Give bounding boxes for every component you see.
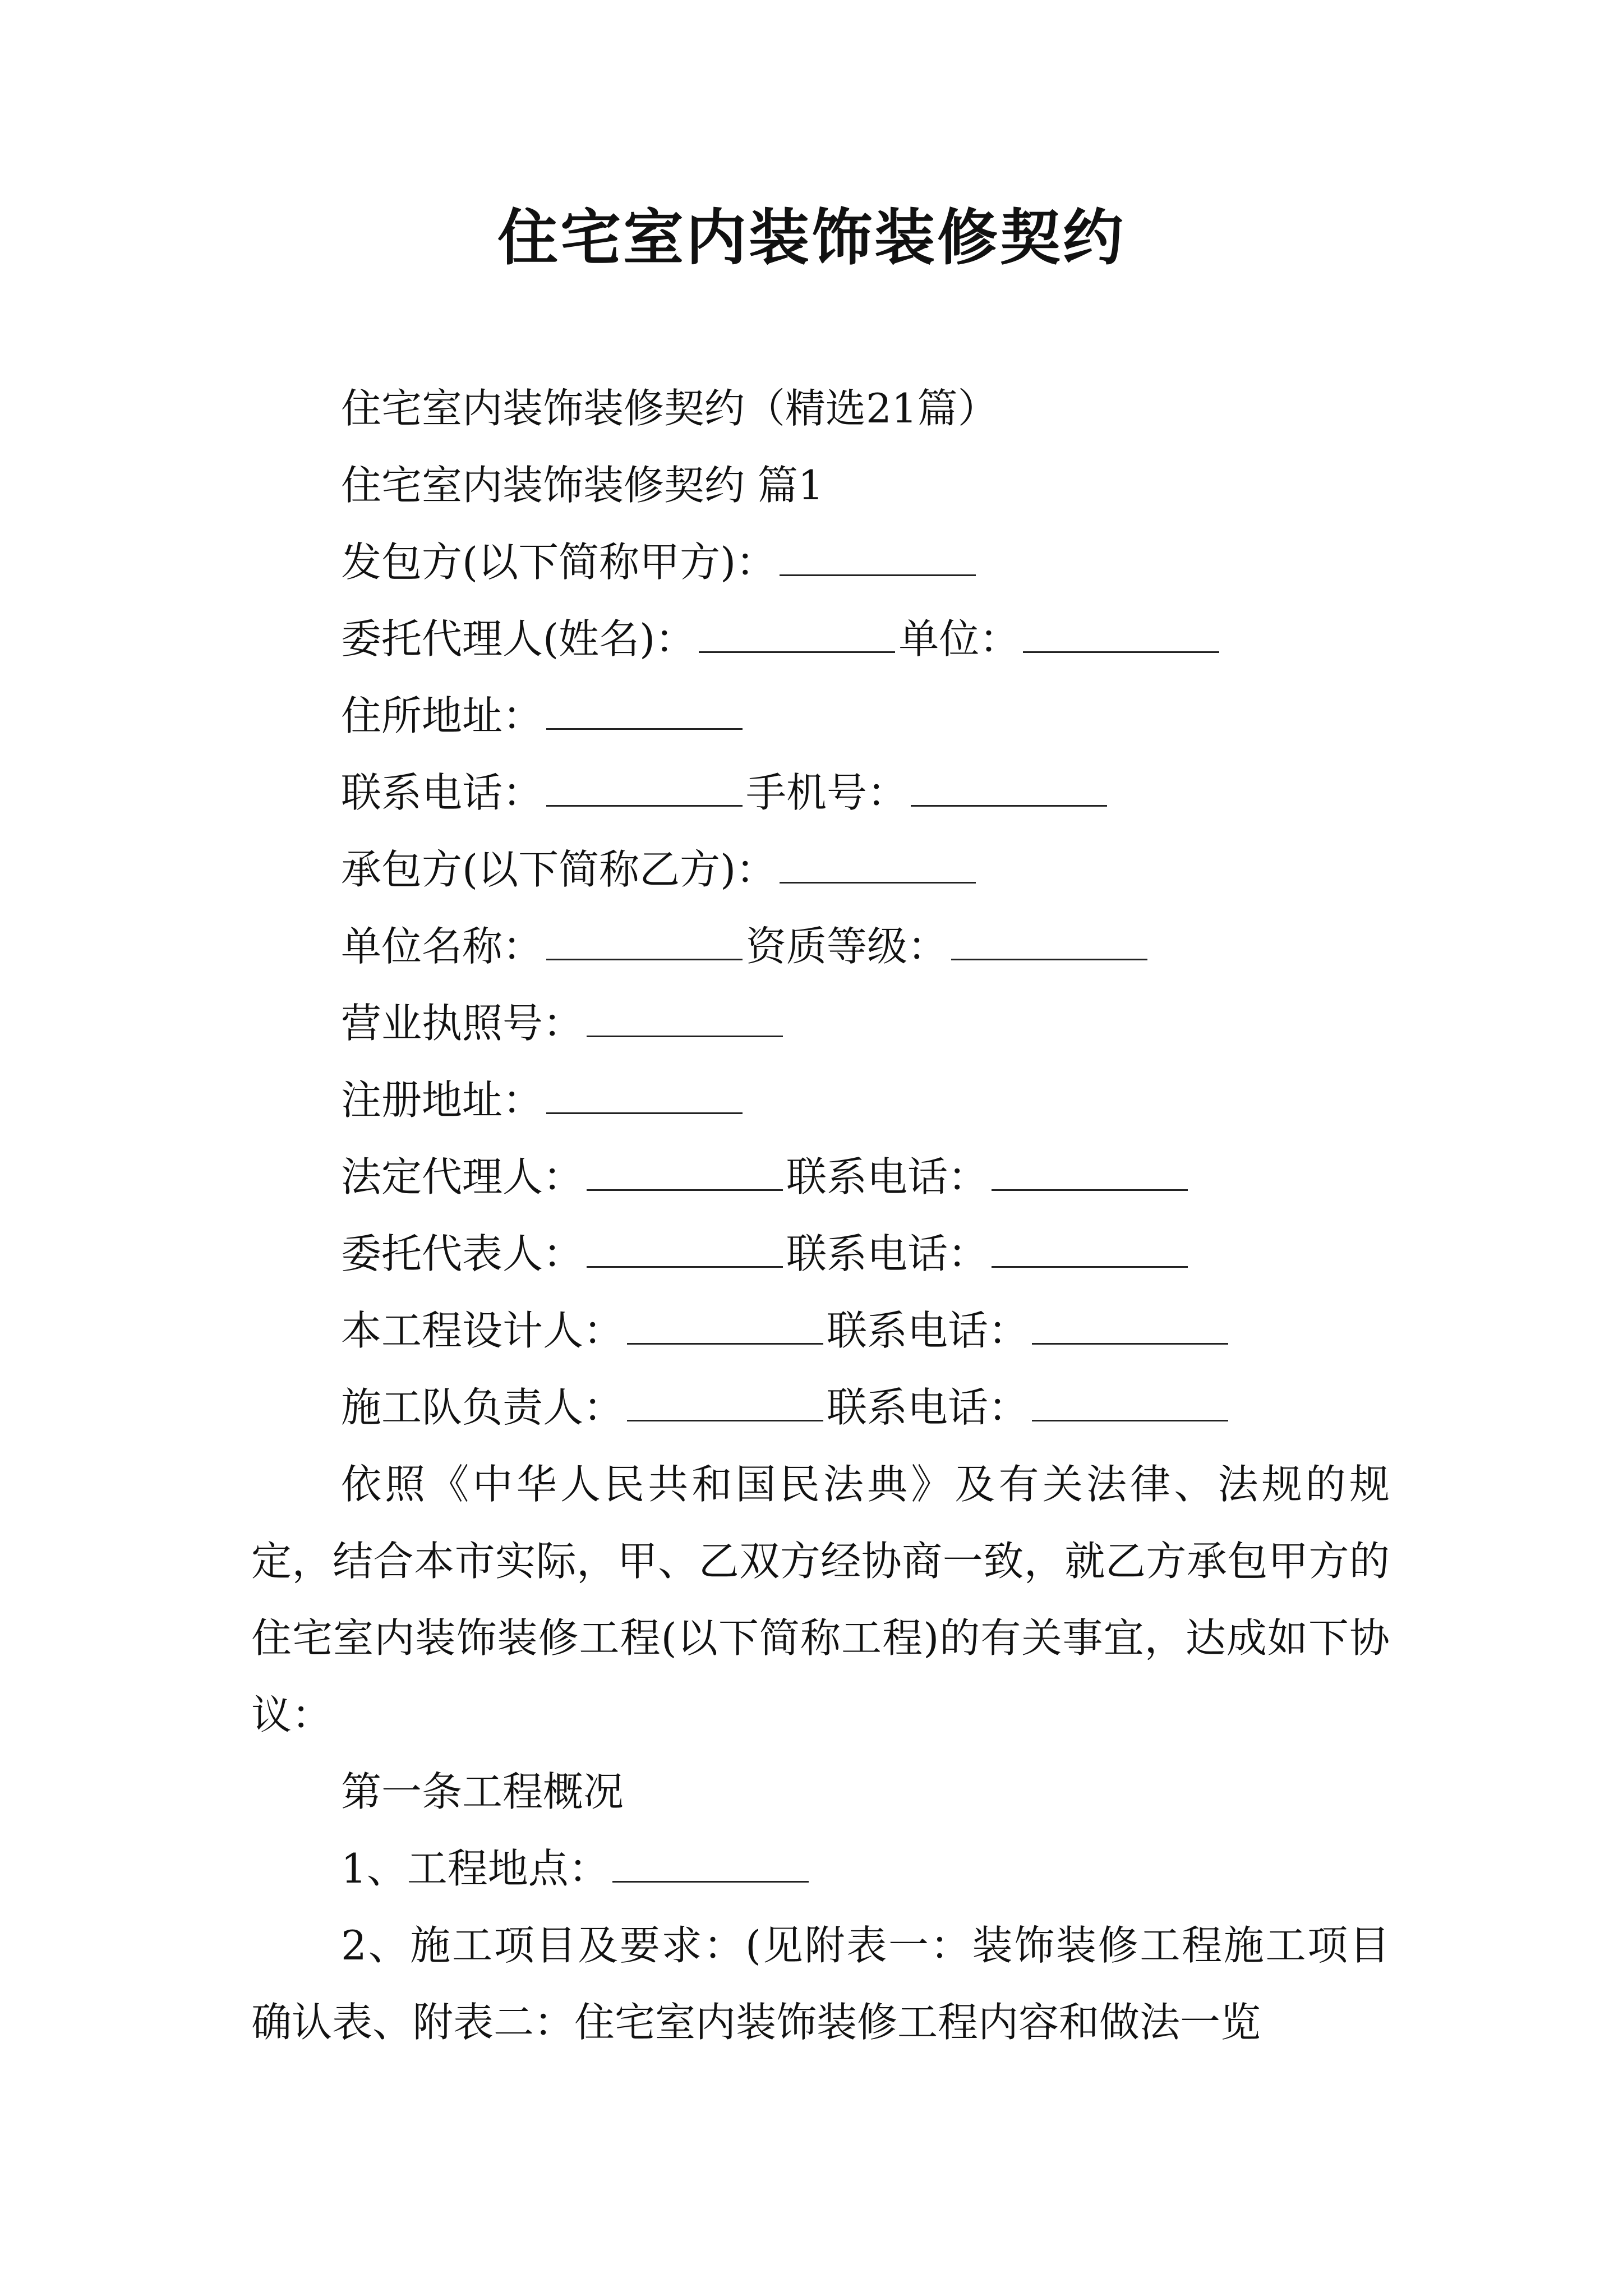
address-label: 住所地址： <box>341 692 543 739</box>
authorized-rep-phone-blank <box>992 1232 1188 1268</box>
company-name-blank <box>546 925 743 960</box>
team-leader-blank <box>627 1386 823 1421</box>
legal-rep-phone-label: 联系电话： <box>786 1153 989 1200</box>
designer-blank <box>627 1309 823 1345</box>
item-2-paragraph: 2、施工项目及要求：(见附表一：装饰装修工程施工项目确认表、附表二：住宅室内装饰装修工程内容和做法一览 <box>251 1922 1390 2046</box>
phone-label: 联系电话： <box>341 769 543 816</box>
employer-label: 发包方(以下简称甲方)： <box>341 539 777 586</box>
item-1-label: 1、工程地点： <box>341 1845 609 1892</box>
item-1-blank <box>612 1847 809 1883</box>
designer-phone-blank <box>1032 1309 1228 1345</box>
chapter-heading-text: 住宅室内装饰装修契约 篇1 <box>341 462 824 509</box>
intro-paragraph: 依照《中华人民共和国民法典》及有关法律、法规的规定，结合本市实际，甲、乙双方经协商一致，就乙方承包甲方的住宅室内装饰装修工程(以下简称工程)的有关事宜，达成如下协议： <box>251 1461 1390 1738</box>
phone-line <box>251 754 1390 831</box>
authorized-rep-blank <box>587 1232 783 1268</box>
mobile-label: 手机号： <box>746 769 908 816</box>
designer-line <box>251 1292 1390 1369</box>
designer-label: 本工程设计人： <box>341 1307 624 1354</box>
document-body <box>251 370 1390 2061</box>
agent-name-label: 委托代理人(姓名)： <box>341 615 696 662</box>
legal-rep-blank <box>587 1156 783 1191</box>
authorized-rep-phone-label: 联系电话： <box>786 1230 989 1277</box>
legal-rep-phone-blank <box>992 1156 1188 1191</box>
contractor-blank <box>780 848 976 884</box>
contractor-label: 承包方(以下简称乙方)： <box>341 846 777 893</box>
designer-phone-label: 联系电话： <box>827 1307 1029 1354</box>
mobile-blank <box>911 771 1107 807</box>
team-leader-phone-label: 联系电话： <box>827 1384 1029 1431</box>
employer-line <box>251 524 1390 601</box>
team-leader-phone-blank <box>1032 1386 1228 1421</box>
chapter-heading <box>251 447 1390 524</box>
document-title: 住宅室内装饰装修契约 <box>497 203 1126 273</box>
reg-address-line <box>251 1062 1390 1139</box>
agent-unit-label: 单位： <box>898 615 1020 662</box>
license-label: 营业执照号： <box>341 1000 584 1047</box>
article-1-text: 第一条工程概况 <box>341 1768 624 1815</box>
license-blank <box>587 1002 783 1037</box>
agent-name-blank <box>699 618 895 653</box>
license-line <box>251 985 1390 1062</box>
company-line <box>251 908 1390 985</box>
legal-rep-label: 法定代理人： <box>341 1153 584 1200</box>
address-line <box>251 678 1390 754</box>
address-blank <box>546 694 743 730</box>
agent-line <box>251 601 1390 678</box>
subtitle <box>251 370 1390 447</box>
team-leader-line <box>251 1369 1390 1446</box>
contractor-line <box>251 831 1390 908</box>
phone-blank <box>546 771 743 807</box>
team-leader-label: 施工队负责人： <box>341 1384 624 1431</box>
article-1-heading <box>251 1754 1390 1830</box>
qualification-blank <box>951 925 1147 960</box>
reg-address-label: 注册地址： <box>341 1076 543 1124</box>
subtitle-text: 住宅室内装饰装修契约（精选21篇） <box>341 385 998 432</box>
item-1-line <box>251 1830 1390 1907</box>
company-name-label: 单位名称： <box>341 923 543 970</box>
authorized-rep-line <box>251 1216 1390 1292</box>
agent-unit-blank <box>1023 618 1219 653</box>
authorized-rep-label: 委托代表人： <box>341 1230 584 1277</box>
employer-blank <box>780 541 976 576</box>
qualification-label: 资质等级： <box>746 923 948 970</box>
reg-address-blank <box>546 1079 743 1114</box>
legal-rep-line <box>251 1139 1390 1216</box>
